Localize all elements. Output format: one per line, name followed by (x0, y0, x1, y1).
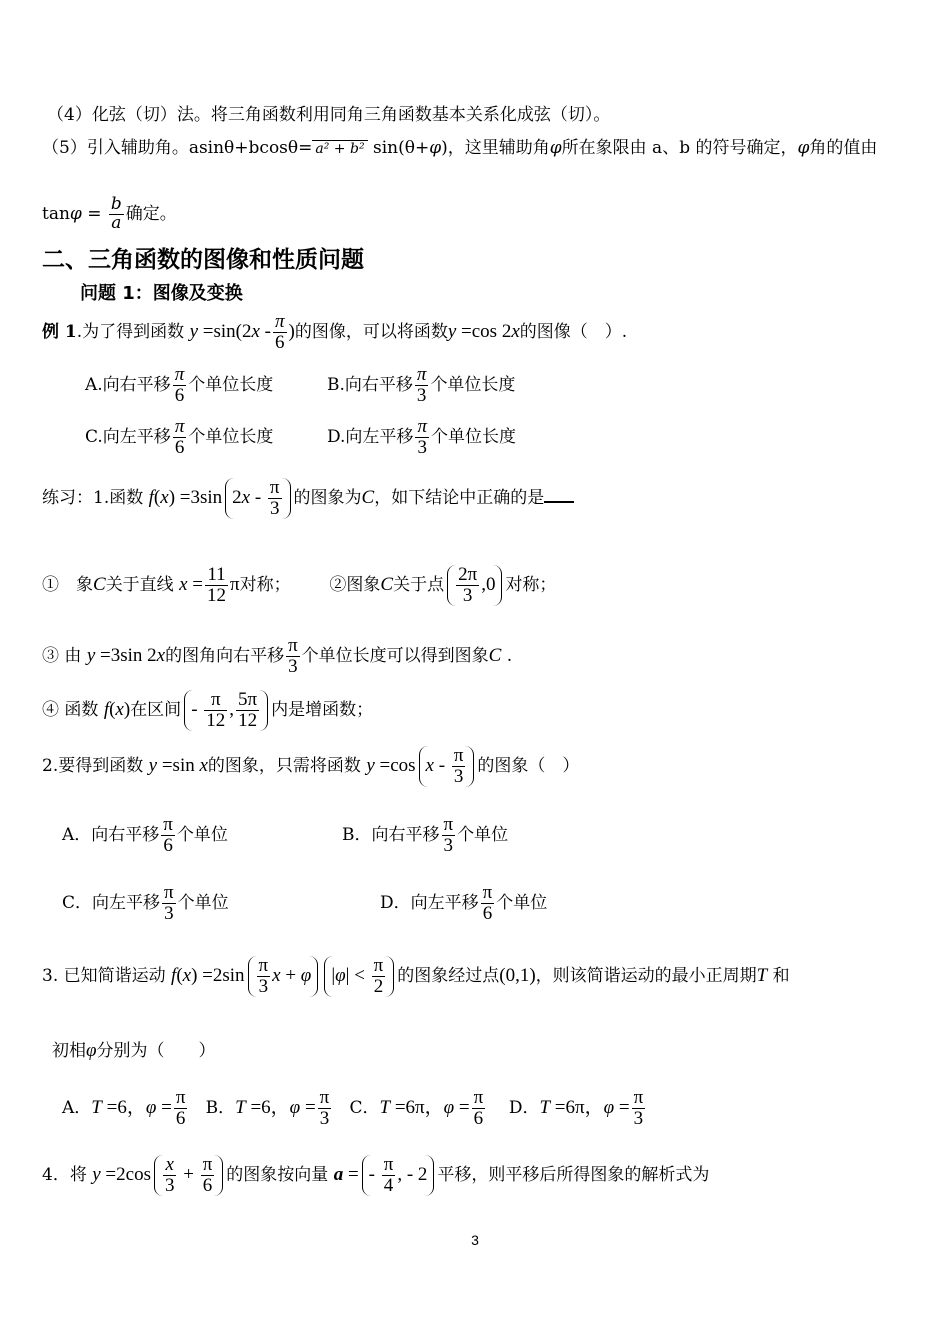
question-2-option-c: C．向左平移 $\frac{\pi}{3}$ 个单位 (62, 882, 229, 924)
question-3-option-a: A．T =6，φ = $\frac{\pi}{6}$ (62, 1087, 186, 1129)
method-5: （5）引入辅助角。asinθ+bcosθ= a² + b² sin(θ+φ)，这里辅助角φ所在象限由 a、b 的符号确定，φ角的值由 (42, 138, 878, 158)
question-3-option-d: D．T =6π，φ = $\frac{\pi}{3}$ (508, 1087, 644, 1129)
question-3-option-b: B．T =6，φ = $\frac{\pi}{3}$ (205, 1087, 330, 1129)
question-2-option-a: A．向右平移 $\frac{\pi}{6}$ 个单位 (62, 814, 228, 856)
problem-1-title: 问题 1：图像及变换 (80, 283, 243, 304)
question-3-options (62, 1088, 647, 1129)
question-2-option-b: B．向右平移 $\frac{\pi}{3}$ 个单位 (342, 814, 509, 856)
example-1: 例 1.为了得到函数 y =sin(2x - $\frac{\pi}{6}$ )的图像，可以将函数y =cos 2x的图像（ ）. (42, 311, 628, 353)
question-3-line-2: 初相φ分别为（ ） (52, 1040, 216, 1061)
example-1-option-b: B.向右平移 $\frac{\pi}{3}$ 个单位长度 (327, 364, 516, 406)
example-1-option-d: D.向左平移 $\frac{\pi}{3}$ 个单位长度 (327, 416, 516, 458)
method-4: （4）化弦（切）法。将三角函数利用同角三角函数基本关系化成弦（切）。 (47, 105, 611, 125)
section-title: 二、三角函数的图像和性质问题 (42, 247, 364, 273)
sqrt-a2-b2: a² + b² (312, 140, 367, 158)
page-number: 3 (471, 1232, 479, 1248)
example-1-option-c: C.向左平移 $\frac{\pi}{6}$ 个单位长度 (85, 416, 274, 458)
question-3: 3. 已知简谐运动 f(x) =2sin $\frac{\pi}{3}$ x + φ |φ| < $\frac{\pi}{2}$ 的图象经过点(0,1)，则该简谐运动的最小正周期T 和 (42, 955, 790, 997)
answer-blank[interactable] (544, 501, 574, 503)
question-4: 4．将 y =2cos $\frac{x}{3}$ + $\frac{\pi}{6}$ 的图象按向量 a = - $\frac{\pi}{4}$ , - 2 平移，则平移后所得图象的解析式为 (42, 1154, 710, 1196)
example-1-option-a: A.向右平移 $\frac{\pi}{6}$ 个单位长度 (85, 364, 274, 406)
tan-phi-line: tanφ = $\frac{b}{a}$ 确定。 (42, 194, 177, 233)
statement-1-2: ① 象C关于直线 x = $\frac{11}{12}$ π对称； ②图象C关于点 $\frac{2\pi}{3}$ ,0 对称； (42, 564, 557, 606)
statement-3: ③ 由 y =3sin 2x的图角向右平移 $\frac{\pi}{3}$ 个单位长度可以得到图象C . (42, 635, 513, 677)
statement-4: ④ 函数 f(x)在区间 - $\frac{\pi}{12}$ , $\frac{5\pi}{12}$ 内是增函数； (42, 689, 374, 731)
question-3-option-c: C．T =6π，φ = $\frac{\pi}{6}$ (349, 1087, 484, 1129)
question-2-option-d: D．向左平移 $\frac{\pi}{6}$ 个单位 (380, 882, 548, 924)
question-2: 2.要得到函数 y =sin x的图象，只需将函数 y =cos x - $\frac{\pi}{3}$ 的图象（ ） (42, 745, 580, 787)
practice-1: 练习：1.函数 f(x) =3sin 2x - $\frac{\pi}{3}$ 的图象为C，如下结论中正确的是 (42, 478, 574, 519)
